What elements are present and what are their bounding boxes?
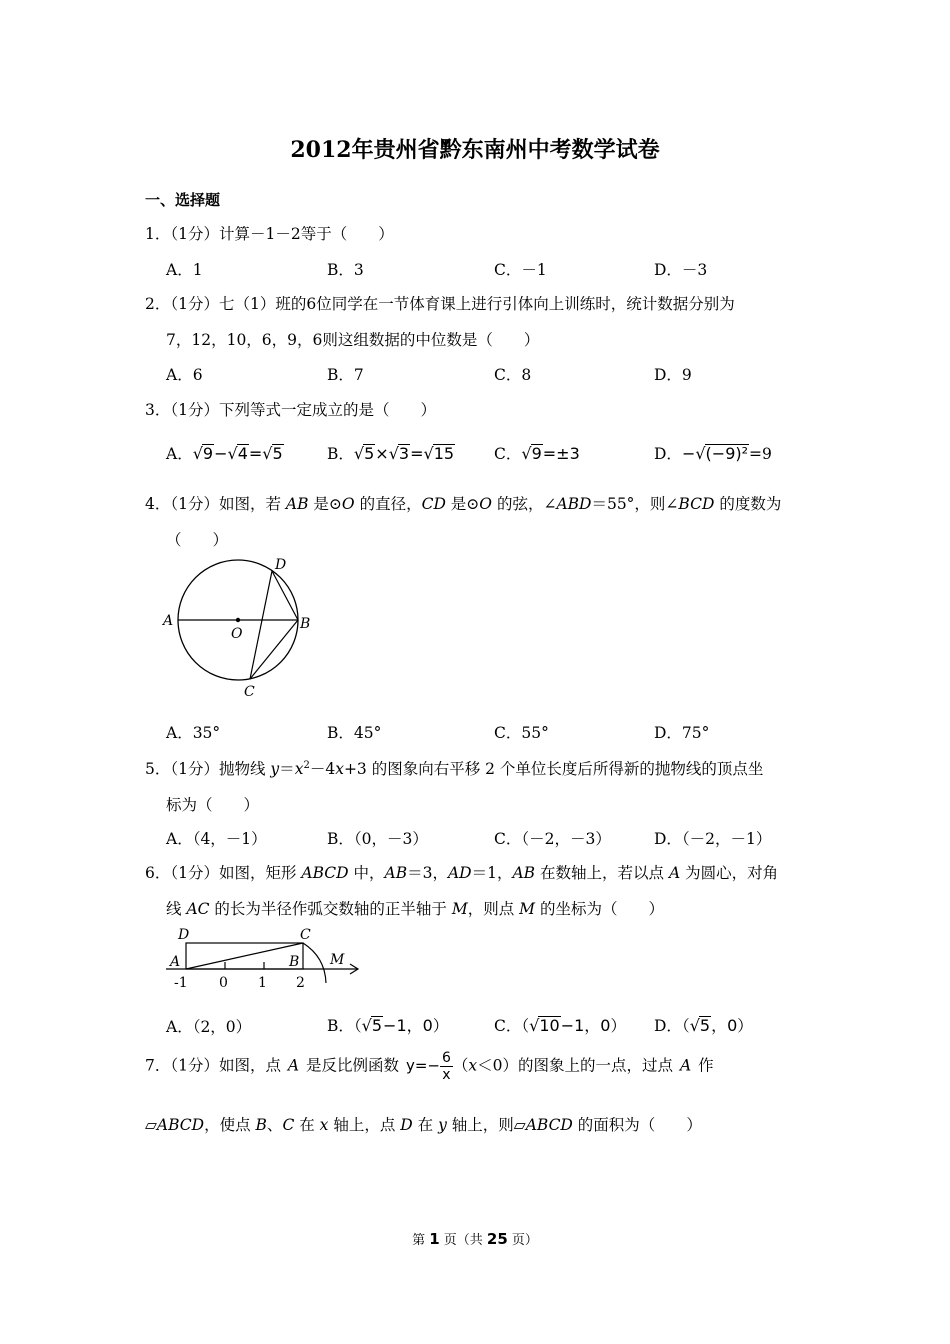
center-point [236,618,240,622]
q2-option-a: A．6 [166,366,203,384]
label-o: O [231,626,243,642]
question-2-line2: 7，12，10，6，9，6则这组数据的中位数是（ ） [166,331,540,349]
label-a: A [163,613,174,629]
question-4-line1: 4．（1分）如图，若 AB 是⊙O 的直径，CD 是⊙O 的弦，∠ABD＝55°，则∠BCD 的度数为 [145,495,782,513]
tick-label-neg1: -1 [174,975,188,991]
tick-label-1: 1 [258,975,267,991]
circle-figure [160,553,325,703]
q5-option-d: D．（－2，－1） [654,830,772,848]
question-6-line1: 6．（1分）如图，矩形 ABCD 中，AB＝3，AD＝1，AB 在数轴上，若以点 A 为圆心，对角 [145,864,779,882]
q1-option-a: A．1 [166,261,203,279]
question-1-text: 1．（1分）计算－1－2等于（ ） [145,225,394,243]
q6-option-a: A．（2，0） [166,1018,252,1036]
q1-option-b: B．3 [327,261,364,279]
question-5-line2: 标为（ ） [166,796,260,814]
q5-option-b: B．（0，－3） [327,830,428,848]
q6-option-b: B．（√5−1，0） [327,1016,449,1035]
segment-bd [272,571,298,620]
diagonal-ac [186,943,303,969]
question-2-line1: 2．（1分）七（1）班的6位同学在一节体育课上进行引体向上训练时，统计数据分别为 [145,295,735,313]
q5-option-c: C．（－2，－3） [494,830,611,848]
label-b: B [300,616,311,632]
q6-option-d: D．（√5，0） [654,1016,753,1035]
q6-option-c: C．（√10−1，0） [494,1016,626,1035]
q4-option-d: D．75° [654,724,710,742]
tick-label-2: 2 [296,975,305,991]
q3-option-c: C．√9=±3 [494,444,580,463]
q2-option-d: D．9 [654,366,692,384]
q2-option-b: B．7 [327,366,364,384]
q4-option-b: B．45° [327,724,382,742]
q1-option-d: D．－3 [654,261,708,279]
page-total: 25 [486,1230,508,1248]
question-7-line2: ▱ABCD，使点 B、C 在 x 轴上，点 D 在 y 轴上，则▱ABCD 的面积为（ ） [145,1116,702,1134]
label-d: D [275,557,287,573]
q5-option-a: A．（4，－1） [166,830,267,848]
label-d: D [178,927,190,943]
number-line-figure [162,925,362,993]
q3-option-d: D．−√(−9)²=9 [654,444,772,463]
q1-option-c: C．－1 [494,261,547,279]
label-m: M [330,952,345,968]
question-7-line1: 7．（1分）如图，点 A 是反比例函数 y=− $\frac{6}{x}$ （x＜0）的图象上的一点，过点 A 作 [145,1050,714,1083]
page-number: 1 [429,1230,440,1248]
question-4-line2: （ ） [166,531,229,549]
label-a: A [170,954,181,970]
q4-option-a: A．35° [166,724,221,742]
q3-option-b: B．√5×√3=√15 [327,444,455,463]
question-6-line2: 线 AC 的长为半径作弧交数轴的正半轴于 M，则点 M 的坐标为（ ） [166,900,664,918]
page-footer: 第 1 页（共 25 页） [412,1230,538,1248]
arc-m [303,943,326,983]
q2-option-c: C．8 [494,366,532,384]
page-title: 2012年贵州省黔东南州中考数学试卷 [290,137,660,163]
question-5-line1: 5．（1分）抛物线 $y=x^2-4x+3$ 的图象向右平移 2 个单位长度后所得新的抛物线的顶点坐 [145,759,764,778]
chord-cd [250,571,272,679]
q4-option-c: C．55° [494,724,549,742]
label-c: C [244,684,255,700]
q3-option-a: A．√9−√4=√5 [166,444,283,463]
label-c: C [300,927,311,943]
tick-label-0: 0 [219,975,228,991]
section-heading: 一、选择题 [145,191,221,209]
question-3-text: 3．（1分）下列等式一定成立的是（ ） [145,401,436,419]
label-b: B [289,954,300,970]
